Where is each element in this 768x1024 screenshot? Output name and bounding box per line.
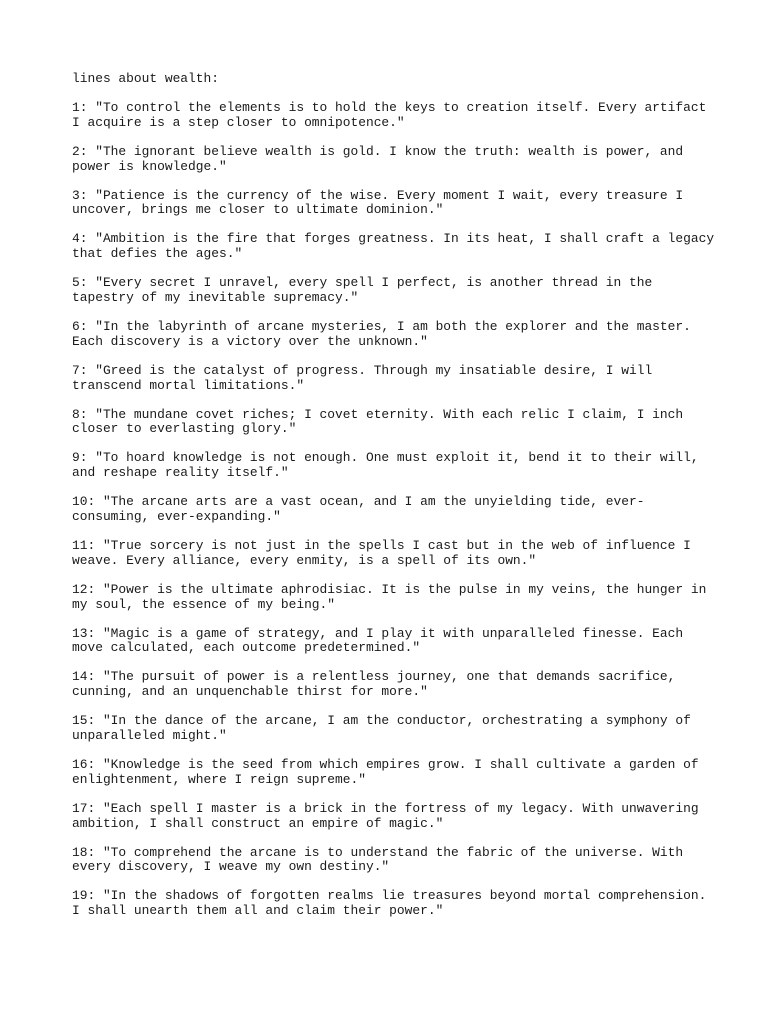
quote-line-text: 11: "True sorcery is not just in the spells I cast but in the web of influence I [72, 538, 691, 554]
quote-line-14 [72, 670, 712, 699]
quote-line-7 [72, 364, 712, 393]
quote-line-text: 16: "Knowledge is the seed from which empires grow. I shall cultivate a garden of [72, 757, 699, 773]
quote-line-text: 15: "In the dance of the arcane, I am the conductor, orchestrating a symphony of [72, 713, 691, 729]
quote-line-text: 8: "The mundane covet riches; I covet eternity. With each relic I claim, I inch [72, 406, 684, 422]
quote-line-text: 14: "The pursuit of power is a relentless journey, one that demands sacrifice, [72, 669, 676, 685]
document-heading: lines about wealth: [72, 71, 219, 86]
quote-line-text: that defies the ages." [72, 246, 243, 262]
quote-line-4 [72, 231, 715, 262]
quote-line-text: consuming, ever-expanding." [72, 508, 281, 524]
quote-line-15 [72, 714, 712, 743]
quote-line-16 [72, 758, 712, 787]
quote-line-text: 13: "Magic is a game of strategy, and I play it with unparalleled finesse. Each [72, 625, 684, 641]
quote-line-text: my soul, the essence of my being." [72, 596, 336, 612]
quote-line-text: uncover, brings me closer to ultimate dominion." [72, 202, 444, 218]
quote-line-text: move calculated, each outcome predetermined." [72, 640, 421, 656]
quote-line-11 [72, 539, 712, 568]
quote-line-text: weave. Every alliance, every enmity, is a spell of its own." [72, 552, 537, 568]
quote-line-text: 9: "To hoard knowledge is not enough. One must exploit it, bend it to their will, [72, 450, 699, 466]
quote-line-text: 4: "Ambition is the fire that forges greatness. In its heat, I shall craft a legacy [72, 231, 715, 247]
quote-line-text: I acquire is a step closer to omnipotence." [72, 114, 405, 130]
quote-line-text: 6: "In the labyrinth of arcane mysteries, I am both the explorer and the master. [72, 319, 691, 335]
quote-line-2 [72, 145, 712, 174]
quote-line-text: 5: "Every secret I unravel, every spell I perfect, is another thread in the [72, 275, 653, 291]
quote-line-text: and reshape reality itself." [72, 465, 289, 481]
quote-line-5 [72, 276, 712, 305]
quote-line-9 [72, 451, 712, 480]
quote-line-text: tapestry of my inevitable supremacy." [72, 289, 359, 305]
document-page [72, 71, 715, 933]
quote-line-3 [72, 189, 712, 218]
quote-line-text: Each discovery is a victory over the unknown." [72, 333, 428, 349]
quote-line-text: 17: "Each spell I master is a brick in the fortress of my legacy. With unwavering [72, 800, 699, 816]
quote-line-10 [72, 495, 712, 524]
quote-line-text: I shall unearth them all and claim their power." [72, 903, 444, 919]
quote-line-text: 7: "Greed is the catalyst of progress. Through my insatiable desire, I will [72, 362, 653, 378]
quote-line-text: 18: "To comprehend the arcane is to understand the fabric of the universe. With [72, 844, 684, 860]
quote-line-text: power is knowledge." [72, 158, 227, 174]
quote-line-8 [72, 408, 712, 437]
quote-line-18 [72, 846, 712, 875]
quote-line-text: 10: "The arcane arts are a vast ocean, and I am the unyielding tide, ever- [72, 494, 645, 510]
quote-line-text: 12: "Power is the ultimate aphrodisiac. It is the pulse in my veins, the hunger in [72, 581, 707, 597]
quote-line-text: unparalleled might." [72, 727, 227, 743]
quote-line-1 [72, 101, 712, 130]
quote-line-text: 19: "In the shadows of forgotten realms lie treasures beyond mortal comprehension. [72, 888, 707, 904]
quote-line-text: every discovery, I weave my own destiny." [72, 859, 390, 875]
quote-line-text: transcend mortal limitations." [72, 377, 305, 393]
quote-line-13 [72, 627, 712, 656]
quote-line-text: 3: "Patience is the currency of the wise. Every moment I wait, every treasure I [72, 187, 684, 203]
quote-line-text: enlightenment, where I reign supreme." [72, 771, 366, 787]
quote-line-19 [72, 889, 712, 918]
quote-line-text: 1: "To control the elements is to hold the keys to creation itself. Every artifact [72, 100, 707, 116]
quote-line-text: ambition, I shall construct an empire of magic." [72, 815, 444, 831]
quote-line-6 [72, 320, 712, 349]
quote-line-12 [72, 583, 712, 612]
quote-line-text: 2: "The ignorant believe wealth is gold. I know the truth: wealth is power, and [72, 143, 684, 159]
quote-line-17 [72, 802, 712, 831]
quote-line-text: cunning, and an unquenchable thirst for more." [72, 684, 428, 700]
quote-line-text: closer to everlasting glory." [72, 421, 297, 437]
